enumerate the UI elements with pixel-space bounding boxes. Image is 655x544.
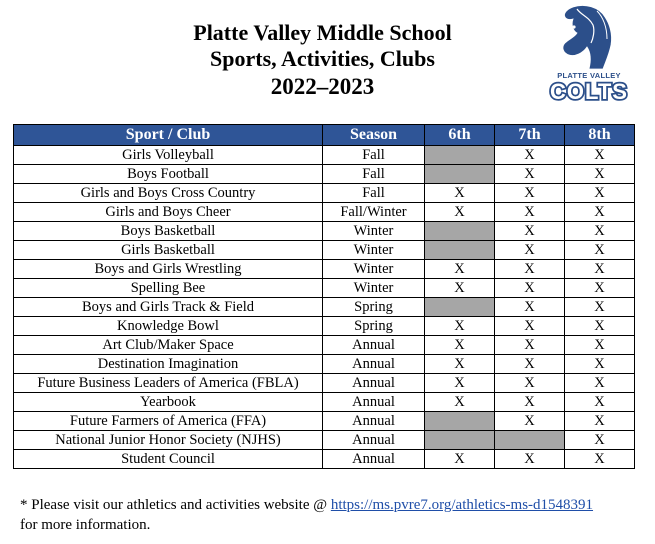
grade-8th-cell: X (565, 393, 635, 412)
grade-8th-cell: X (565, 431, 635, 450)
grade-6th-cell (425, 431, 495, 450)
table-row (14, 222, 635, 241)
column-header-7th: 7th (495, 125, 565, 146)
school-title: Platte Valley Middle School (193, 20, 452, 45)
activity-name-cell: Boys and Girls Track & Field (14, 298, 323, 317)
table-header-row (14, 125, 635, 146)
grade-6th-cell (425, 165, 495, 184)
table-body (14, 146, 635, 469)
column-header-6th: 6th (425, 125, 495, 146)
activities-table (13, 124, 635, 469)
footnote-prefix: * Please visit our athletics and activities website @ (20, 497, 331, 513)
grade-8th-cell: X (565, 241, 635, 260)
grade-7th-cell: X (495, 412, 565, 431)
grade-8th-cell: X (565, 184, 635, 203)
season-cell: Fall (323, 184, 425, 203)
season-cell: Annual (323, 374, 425, 393)
grade-7th-cell: X (495, 336, 565, 355)
table-row (14, 146, 635, 165)
season-cell: Winter (323, 241, 425, 260)
season-cell: Annual (323, 412, 425, 431)
activity-name-cell: Boys Football (14, 165, 323, 184)
grade-7th-cell: X (495, 298, 565, 317)
grade-8th-cell: X (565, 260, 635, 279)
footnote (20, 495, 645, 535)
season-cell: Winter (323, 279, 425, 298)
grade-8th-cell: X (565, 355, 635, 374)
grade-6th-cell: X (425, 203, 495, 222)
table-row (14, 260, 635, 279)
activity-name-cell: Girls and Boys Cross Country (14, 184, 323, 203)
grade-8th-cell: X (565, 336, 635, 355)
grade-7th-cell: X (495, 393, 565, 412)
grade-7th-cell: X (495, 317, 565, 336)
footnote-suffix: for more information. (20, 517, 151, 533)
logo-top-text: PLATTE VALLEY (557, 71, 621, 80)
grade-7th-cell: X (495, 165, 565, 184)
grade-8th-cell: X (565, 222, 635, 241)
grade-6th-cell (425, 241, 495, 260)
grade-7th-cell: X (495, 203, 565, 222)
table-row (14, 431, 635, 450)
activity-name-cell: National Junior Honor Society (NJHS) (14, 431, 323, 450)
logo-main-text: COLTS (550, 79, 628, 103)
grade-7th-cell: X (495, 146, 565, 165)
season-cell: Annual (323, 355, 425, 374)
colts-logo (533, 3, 641, 103)
season-cell: Annual (323, 393, 425, 412)
activity-name-cell: Boys Basketball (14, 222, 323, 241)
grade-6th-cell (425, 146, 495, 165)
grade-6th-cell: X (425, 184, 495, 203)
grade-6th-cell: X (425, 393, 495, 412)
activity-name-cell: Yearbook (14, 393, 323, 412)
grade-7th-cell: X (495, 355, 565, 374)
season-cell: Fall/Winter (323, 203, 425, 222)
season-cell: Annual (323, 431, 425, 450)
grade-8th-cell: X (565, 203, 635, 222)
season-cell: Fall (323, 146, 425, 165)
grade-6th-cell: X (425, 317, 495, 336)
mustang-head-icon (559, 5, 612, 69)
table-row (14, 355, 635, 374)
activity-name-cell: Student Council (14, 450, 323, 469)
season-cell: Annual (323, 336, 425, 355)
grade-6th-cell (425, 412, 495, 431)
activity-name-cell: Knowledge Bowl (14, 317, 323, 336)
grade-7th-cell: X (495, 222, 565, 241)
grade-6th-cell: X (425, 355, 495, 374)
season-cell: Winter (323, 260, 425, 279)
table-row (14, 241, 635, 260)
column-header-sport: Sport / Club (14, 125, 323, 146)
activity-name-cell: Future Business Leaders of America (FBLA) (14, 374, 323, 393)
grade-7th-cell: X (495, 184, 565, 203)
table-row (14, 450, 635, 469)
season-cell: Winter (323, 222, 425, 241)
grade-8th-cell: X (565, 317, 635, 336)
grade-6th-cell: X (425, 450, 495, 469)
grade-8th-cell: X (565, 298, 635, 317)
grade-8th-cell: X (565, 279, 635, 298)
page-subtitle: Sports, Activities, Clubs (210, 46, 435, 71)
grade-6th-cell: X (425, 336, 495, 355)
activity-name-cell: Art Club/Maker Space (14, 336, 323, 355)
activity-name-cell: Girls Basketball (14, 241, 323, 260)
grade-6th-cell (425, 298, 495, 317)
grade-7th-cell (495, 431, 565, 450)
activity-name-cell: Boys and Girls Wrestling (14, 260, 323, 279)
table-row (14, 184, 635, 203)
grade-8th-cell: X (565, 374, 635, 393)
season-cell: Fall (323, 165, 425, 184)
grade-8th-cell: X (565, 412, 635, 431)
grade-7th-cell: X (495, 279, 565, 298)
grade-6th-cell: X (425, 279, 495, 298)
table-row (14, 412, 635, 431)
grade-7th-cell: X (495, 374, 565, 393)
activity-name-cell: Future Farmers of America (FFA) (14, 412, 323, 431)
grade-6th-cell: X (425, 374, 495, 393)
grade-8th-cell: X (565, 146, 635, 165)
grade-7th-cell: X (495, 260, 565, 279)
grade-7th-cell: X (495, 450, 565, 469)
table-row (14, 298, 635, 317)
activity-name-cell: Girls and Boys Cheer (14, 203, 323, 222)
athletics-website-link[interactable]: https://ms.pvre7.org/athletics-ms-d1548391 (330, 497, 594, 513)
table-row (14, 393, 635, 412)
table-row (14, 374, 635, 393)
activity-name-cell: Girls Volleyball (14, 146, 323, 165)
grade-8th-cell: X (565, 450, 635, 469)
grade-8th-cell: X (565, 165, 635, 184)
table-row (14, 317, 635, 336)
grade-6th-cell (425, 222, 495, 241)
grade-7th-cell: X (495, 241, 565, 260)
table-row (14, 336, 635, 355)
table-row (14, 165, 635, 184)
season-cell: Annual (323, 450, 425, 469)
activity-name-cell: Destination Imagination (14, 355, 323, 374)
season-cell: Spring (323, 298, 425, 317)
season-cell: Spring (323, 317, 425, 336)
table-row (14, 203, 635, 222)
table-row (14, 279, 635, 298)
activity-name-cell: Spelling Bee (14, 279, 323, 298)
column-header-season: Season (323, 125, 425, 146)
column-header-8th: 8th (565, 125, 635, 146)
school-year: 2022–2023 (270, 74, 375, 99)
grade-6th-cell: X (425, 260, 495, 279)
title-block (150, 20, 495, 102)
